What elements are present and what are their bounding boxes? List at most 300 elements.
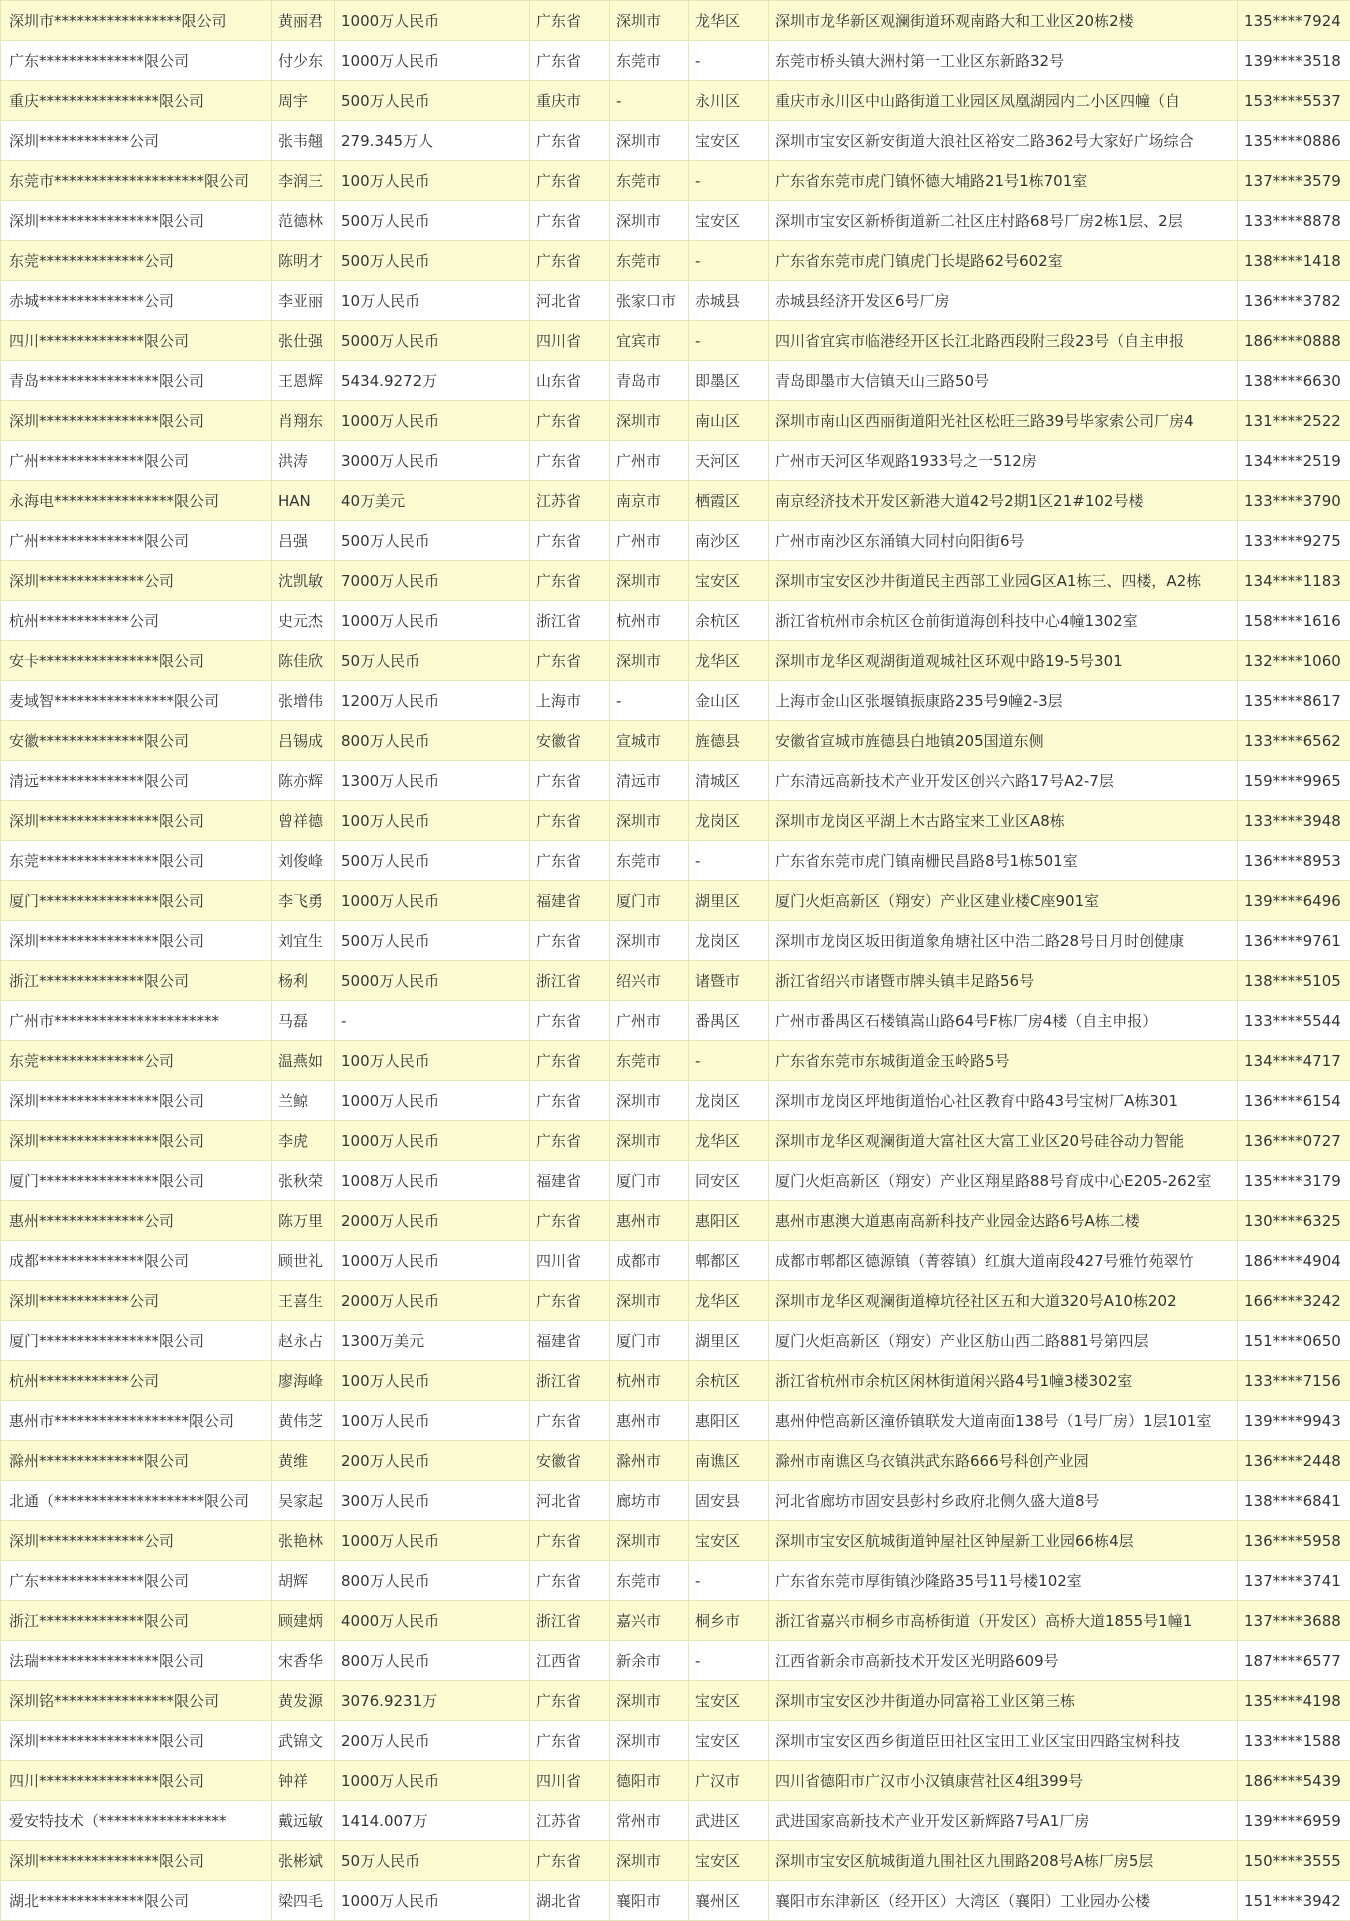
legal-representative-cell: 兰鲸 — [272, 1081, 335, 1121]
table-row — [1, 1241, 1350, 1281]
registered-capital-cell: 1000万人民币 — [335, 1241, 530, 1281]
company-name-cell: 重庆****************限公司 — [1, 81, 272, 121]
registered-capital-cell: 5434.9272万 — [335, 361, 530, 401]
registered-capital-cell: 500万人民币 — [335, 241, 530, 281]
company-name-cell: 厦门****************限公司 — [1, 1161, 272, 1201]
district-cell: 龙岗区 — [689, 921, 769, 961]
legal-representative-cell: 陈佳欣 — [272, 641, 335, 681]
company-name-cell: 浙江**************限公司 — [1, 1601, 272, 1641]
company-name-cell: 广州市********************** — [1, 1001, 272, 1041]
district-cell: - — [689, 841, 769, 881]
province-cell: 上海市 — [530, 681, 610, 721]
table-row — [1, 161, 1350, 201]
city-cell: 厦门市 — [610, 1161, 689, 1201]
registered-capital-cell: 2000万人民币 — [335, 1201, 530, 1241]
company-name-cell: 深圳****************限公司 — [1, 401, 272, 441]
table-row — [1, 1401, 1350, 1441]
legal-representative-cell: 陈亦辉 — [272, 761, 335, 801]
phone-cell: 133****6562 — [1238, 721, 1350, 761]
province-cell: 江西省 — [530, 1641, 610, 1681]
phone-cell: 136****3782 — [1238, 281, 1350, 321]
table-row — [1, 761, 1350, 801]
address-cell: 广东省东莞市东城街道金玉岭路5号 — [769, 1041, 1238, 1081]
district-cell: 广汉市 — [689, 1761, 769, 1801]
city-cell: 滁州市 — [610, 1441, 689, 1481]
table-row — [1, 1561, 1350, 1601]
city-cell: 杭州市 — [610, 601, 689, 641]
city-cell: 杭州市 — [610, 1361, 689, 1401]
legal-representative-cell: 陈万里 — [272, 1201, 335, 1241]
address-cell: 广州市番禺区石楼镇嵩山路64号F栋厂房4楼（自主申报） — [769, 1001, 1238, 1041]
address-cell: 赤城县经济开发区6号厂房 — [769, 281, 1238, 321]
phone-cell: 133****5544 — [1238, 1001, 1350, 1041]
legal-representative-cell: 戴远敏 — [272, 1801, 335, 1841]
legal-representative-cell: 史元杰 — [272, 601, 335, 641]
district-cell: 同安区 — [689, 1161, 769, 1201]
phone-cell: 133****8878 — [1238, 201, 1350, 241]
registered-capital-cell: 3076.9231万 — [335, 1681, 530, 1721]
province-cell: 浙江省 — [530, 961, 610, 1001]
table-row — [1, 601, 1350, 641]
table-row — [1, 361, 1350, 401]
registered-capital-cell: 50万人民币 — [335, 1841, 530, 1881]
district-cell: 诸暨市 — [689, 961, 769, 1001]
company-name-cell: 麦域智****************限公司 — [1, 681, 272, 721]
table-row — [1, 1041, 1350, 1081]
province-cell: 江苏省 — [530, 1801, 610, 1841]
province-cell: 广东省 — [530, 1001, 610, 1041]
table-row — [1, 241, 1350, 281]
table-row — [1, 561, 1350, 601]
table-row — [1, 1001, 1350, 1041]
company-name-cell: 广州**************限公司 — [1, 441, 272, 481]
address-cell: 浙江省嘉兴市桐乡市高桥街道（开发区）高桥大道1855号1幢1 — [769, 1601, 1238, 1641]
city-cell: 常州市 — [610, 1801, 689, 1841]
legal-representative-cell: 黄伟芝 — [272, 1401, 335, 1441]
province-cell: 湖北省 — [530, 1881, 610, 1921]
phone-cell: 139****3518 — [1238, 41, 1350, 81]
province-cell: 重庆市 — [530, 81, 610, 121]
province-cell: 广东省 — [530, 1681, 610, 1721]
province-cell: 安徽省 — [530, 1441, 610, 1481]
province-cell: 福建省 — [530, 1321, 610, 1361]
phone-cell: 137****3579 — [1238, 161, 1350, 201]
city-cell: 东莞市 — [610, 1561, 689, 1601]
district-cell: 天河区 — [689, 441, 769, 481]
phone-cell: 133****7156 — [1238, 1361, 1350, 1401]
phone-cell: 134****1183 — [1238, 561, 1350, 601]
city-cell: 厦门市 — [610, 1321, 689, 1361]
province-cell: 浙江省 — [530, 1361, 610, 1401]
company-name-cell: 深圳************公司 — [1, 121, 272, 161]
district-cell: 惠阳区 — [689, 1401, 769, 1441]
district-cell: 永川区 — [689, 81, 769, 121]
district-cell: 龙华区 — [689, 1281, 769, 1321]
address-cell: 深圳市龙华区观澜街道樟坑径社区五和大道320号A10栋202 — [769, 1281, 1238, 1321]
district-cell: 宝安区 — [689, 1521, 769, 1561]
registered-capital-cell: 1414.007万 — [335, 1801, 530, 1841]
table-row — [1, 801, 1350, 841]
city-cell: 南京市 — [610, 481, 689, 521]
registered-capital-cell: 1300万美元 — [335, 1321, 530, 1361]
province-cell: 广东省 — [530, 1041, 610, 1081]
legal-representative-cell: 张仕强 — [272, 321, 335, 361]
legal-representative-cell: 胡辉 — [272, 1561, 335, 1601]
registered-capital-cell: 2000万人民币 — [335, 1281, 530, 1321]
address-cell: 河北省廊坊市固安县彭村乡政府北侧久盛大道8号 — [769, 1481, 1238, 1521]
phone-cell: 153****5537 — [1238, 81, 1350, 121]
city-cell: 广州市 — [610, 1001, 689, 1041]
registered-capital-cell: 7000万人民币 — [335, 561, 530, 601]
legal-representative-cell: 张韦翹 — [272, 121, 335, 161]
table-row — [1, 1361, 1350, 1401]
registered-capital-cell: 1000万人民币 — [335, 1, 530, 41]
province-cell: 广东省 — [530, 441, 610, 481]
city-cell: 深圳市 — [610, 801, 689, 841]
legal-representative-cell: 宋香华 — [272, 1641, 335, 1681]
city-cell: 襄阳市 — [610, 1881, 689, 1921]
address-cell: 广东清远高新技术产业开发区创兴六路17号A2-7层 — [769, 761, 1238, 801]
company-name-cell: 东莞**************公司 — [1, 241, 272, 281]
company-name-cell: 成都**************限公司 — [1, 1241, 272, 1281]
address-cell: 青岛即墨市大信镇天山三路50号 — [769, 361, 1238, 401]
district-cell: - — [689, 41, 769, 81]
company-name-cell: 安卡****************限公司 — [1, 641, 272, 681]
district-cell: 固安县 — [689, 1481, 769, 1521]
registered-capital-cell: 5000万人民币 — [335, 321, 530, 361]
city-cell: 深圳市 — [610, 1721, 689, 1761]
city-cell: 宣城市 — [610, 721, 689, 761]
address-cell: 广东省东莞市厚街镇沙隆路35号11号楼102室 — [769, 1561, 1238, 1601]
city-cell: 宜宾市 — [610, 321, 689, 361]
legal-representative-cell: 吕强 — [272, 521, 335, 561]
registered-capital-cell: 279.345万人 — [335, 121, 530, 161]
table-row — [1, 1121, 1350, 1161]
district-cell: 襄州区 — [689, 1881, 769, 1921]
phone-cell: 138****6630 — [1238, 361, 1350, 401]
district-cell: - — [689, 1641, 769, 1681]
registered-capital-cell: 1000万人民币 — [335, 1121, 530, 1161]
phone-cell: 135****0886 — [1238, 121, 1350, 161]
table-row — [1, 121, 1350, 161]
district-cell: 即墨区 — [689, 361, 769, 401]
registered-capital-cell: 800万人民币 — [335, 721, 530, 761]
district-cell: 余杭区 — [689, 601, 769, 641]
registered-capital-cell: 300万人民币 — [335, 1481, 530, 1521]
district-cell: 金山区 — [689, 681, 769, 721]
province-cell: 江苏省 — [530, 481, 610, 521]
city-cell: 厦门市 — [610, 881, 689, 921]
city-cell: 深圳市 — [610, 1, 689, 41]
province-cell: 福建省 — [530, 1161, 610, 1201]
address-cell: 滁州市南谯区乌衣镇洪武东路666号科创产业园 — [769, 1441, 1238, 1481]
table-row — [1, 841, 1350, 881]
table-row — [1, 321, 1350, 361]
registered-capital-cell: 1000万人民币 — [335, 1081, 530, 1121]
company-name-cell: 深圳****************限公司 — [1, 921, 272, 961]
phone-cell: 136****8953 — [1238, 841, 1350, 881]
phone-cell: 131****2522 — [1238, 401, 1350, 441]
table-row — [1, 721, 1350, 761]
city-cell: 广州市 — [610, 441, 689, 481]
district-cell: 湖里区 — [689, 1321, 769, 1361]
city-cell: 深圳市 — [610, 1281, 689, 1321]
province-cell: 浙江省 — [530, 601, 610, 641]
legal-representative-cell: 范德林 — [272, 201, 335, 241]
address-cell: 深圳市龙岗区坪地街道怡心社区教育中路43号宝树厂A栋301 — [769, 1081, 1238, 1121]
province-cell: 福建省 — [530, 881, 610, 921]
phone-cell: 136****9761 — [1238, 921, 1350, 961]
province-cell: 广东省 — [530, 41, 610, 81]
company-name-cell: 法瑞****************限公司 — [1, 1641, 272, 1681]
registered-capital-cell: 100万人民币 — [335, 1401, 530, 1441]
district-cell: 南山区 — [689, 401, 769, 441]
table-row — [1, 681, 1350, 721]
legal-representative-cell: 李飞勇 — [272, 881, 335, 921]
table-row — [1, 1481, 1350, 1521]
province-cell: 广东省 — [530, 201, 610, 241]
table-row — [1, 1, 1350, 41]
province-cell: 安徽省 — [530, 721, 610, 761]
registered-capital-cell: 1000万人民币 — [335, 1881, 530, 1921]
address-cell: 深圳市宝安区沙井街道办同富裕工业区第三栋 — [769, 1681, 1238, 1721]
district-cell: 栖霞区 — [689, 481, 769, 521]
company-name-cell: 惠州**************公司 — [1, 1201, 272, 1241]
registered-capital-cell: 1000万人民币 — [335, 41, 530, 81]
address-cell: 厦门火炬高新区（翔安）产业区建业楼C座901室 — [769, 881, 1238, 921]
company-name-cell: 杭州************公司 — [1, 1361, 272, 1401]
city-cell: 东莞市 — [610, 161, 689, 201]
phone-cell: 133****3948 — [1238, 801, 1350, 841]
company-name-cell: 爱安特技术（***************** — [1, 1801, 272, 1841]
legal-representative-cell: 肖翔东 — [272, 401, 335, 441]
address-cell: 惠州市惠澳大道惠南高新科技产业园金达路6号A栋二楼 — [769, 1201, 1238, 1241]
city-cell: - — [610, 681, 689, 721]
province-cell: 四川省 — [530, 1761, 610, 1801]
company-name-cell: 四川****************限公司 — [1, 1761, 272, 1801]
address-cell: 广东省东莞市虎门镇虎门长堤路62号602室 — [769, 241, 1238, 281]
registered-capital-cell: 100万人民币 — [335, 801, 530, 841]
legal-representative-cell: 顾世礼 — [272, 1241, 335, 1281]
city-cell: 深圳市 — [610, 201, 689, 241]
city-cell: 嘉兴市 — [610, 1601, 689, 1641]
phone-cell: 138****6841 — [1238, 1481, 1350, 1521]
district-cell: 桐乡市 — [689, 1601, 769, 1641]
legal-representative-cell: HAN — [272, 481, 335, 521]
city-cell: 东莞市 — [610, 41, 689, 81]
province-cell: 广东省 — [530, 1721, 610, 1761]
company-name-cell: 广州**************限公司 — [1, 521, 272, 561]
city-cell: 新余市 — [610, 1641, 689, 1681]
phone-cell: 134****4717 — [1238, 1041, 1350, 1081]
legal-representative-cell: 刘宜生 — [272, 921, 335, 961]
company-name-cell: 青岛****************限公司 — [1, 361, 272, 401]
company-name-cell: 清远**************限公司 — [1, 761, 272, 801]
legal-representative-cell: 沈凯敏 — [272, 561, 335, 601]
company-name-cell: 厦门****************限公司 — [1, 1321, 272, 1361]
province-cell: 广东省 — [530, 1081, 610, 1121]
district-cell: 龙华区 — [689, 1121, 769, 1161]
district-cell: 宝安区 — [689, 1681, 769, 1721]
city-cell: 深圳市 — [610, 1521, 689, 1561]
district-cell: 惠阳区 — [689, 1201, 769, 1241]
district-cell: 武进区 — [689, 1801, 769, 1841]
phone-cell: 138****1418 — [1238, 241, 1350, 281]
phone-cell: 186****0888 — [1238, 321, 1350, 361]
city-cell: 深圳市 — [610, 401, 689, 441]
registered-capital-cell: 40万美元 — [335, 481, 530, 521]
phone-cell: 139****9943 — [1238, 1401, 1350, 1441]
province-cell: 四川省 — [530, 321, 610, 361]
district-cell: 番禺区 — [689, 1001, 769, 1041]
district-cell: 宝安区 — [689, 121, 769, 161]
phone-cell: 133****3790 — [1238, 481, 1350, 521]
registered-capital-cell: 5000万人民币 — [335, 961, 530, 1001]
city-cell: 深圳市 — [610, 121, 689, 161]
registered-capital-cell: 500万人民币 — [335, 921, 530, 961]
district-cell: 宝安区 — [689, 1721, 769, 1761]
city-cell: 张家口市 — [610, 281, 689, 321]
table-row — [1, 1841, 1350, 1881]
table-row — [1, 281, 1350, 321]
address-cell: 安徽省宣城市旌德县白地镇205国道东侧 — [769, 721, 1238, 761]
city-cell: 东莞市 — [610, 241, 689, 281]
legal-representative-cell: 梁四毛 — [272, 1881, 335, 1921]
address-cell: 厦门火炬高新区（翔安）产业区翔星路88号育成中心E205-262室 — [769, 1161, 1238, 1201]
registered-capital-cell: 800万人民币 — [335, 1561, 530, 1601]
registered-capital-cell: 500万人民币 — [335, 521, 530, 561]
province-cell: 广东省 — [530, 921, 610, 961]
company-name-cell: 浙江**************限公司 — [1, 961, 272, 1001]
registered-capital-cell: 500万人民币 — [335, 81, 530, 121]
address-cell: 浙江省杭州市余杭区闲林街道闲兴路4号1幢3楼302室 — [769, 1361, 1238, 1401]
company-name-cell: 深圳市*****************限公司 — [1, 1, 272, 41]
district-cell: 清城区 — [689, 761, 769, 801]
phone-cell: 187****6577 — [1238, 1641, 1350, 1681]
table-row — [1, 521, 1350, 561]
city-cell: 深圳市 — [610, 1841, 689, 1881]
company-name-cell: 厦门****************限公司 — [1, 881, 272, 921]
district-cell: - — [689, 321, 769, 361]
city-cell: 深圳市 — [610, 1681, 689, 1721]
address-cell: 武进国家高新技术产业开发区新辉路7号A1厂房 — [769, 1801, 1238, 1841]
address-cell: 深圳市龙华区观湖街道观城社区环观中路19-5号301 — [769, 641, 1238, 681]
address-cell: 南京经济技术开发区新港大道42号2期1区21#102号楼 — [769, 481, 1238, 521]
phone-cell: 151****0650 — [1238, 1321, 1350, 1361]
company-name-cell: 永海电****************限公司 — [1, 481, 272, 521]
district-cell: - — [689, 161, 769, 201]
company-name-cell: 广东**************限公司 — [1, 41, 272, 81]
district-cell: 旌德县 — [689, 721, 769, 761]
phone-cell: 151****3942 — [1238, 1881, 1350, 1921]
registered-capital-cell: 4000万人民币 — [335, 1601, 530, 1641]
province-cell: 广东省 — [530, 1401, 610, 1441]
address-cell: 深圳市宝安区沙井街道民主西部工业园G区A1栋三、四楼，A2栋 — [769, 561, 1238, 601]
city-cell: 东莞市 — [610, 1041, 689, 1081]
district-cell: 宝安区 — [689, 201, 769, 241]
legal-representative-cell: 付少东 — [272, 41, 335, 81]
registered-capital-cell: 800万人民币 — [335, 1641, 530, 1681]
registered-capital-cell: 500万人民币 — [335, 841, 530, 881]
province-cell: 广东省 — [530, 1561, 610, 1601]
table-row — [1, 1161, 1350, 1201]
legal-representative-cell: 钟祥 — [272, 1761, 335, 1801]
phone-cell: 138****5105 — [1238, 961, 1350, 1001]
table-row — [1, 1521, 1350, 1561]
phone-cell: 166****3242 — [1238, 1281, 1350, 1321]
address-cell: 东莞市桥头镇大洲村第一工业区东新路32号 — [769, 41, 1238, 81]
company-name-cell: 深圳**************公司 — [1, 1521, 272, 1561]
province-cell: 广东省 — [530, 121, 610, 161]
address-cell: 上海市金山区张堰镇振康路235号9幢2-3层 — [769, 681, 1238, 721]
district-cell: - — [689, 241, 769, 281]
address-cell: 深圳市宝安区西乡街道臣田社区宝田工业区宝田四路宝树科技 — [769, 1721, 1238, 1761]
company-name-cell: 深圳****************限公司 — [1, 1721, 272, 1761]
address-cell: 深圳市龙岗区平湖上木古路宝来工业区A8栋 — [769, 801, 1238, 841]
registered-capital-cell: 200万人民币 — [335, 1441, 530, 1481]
legal-representative-cell: 吕锡成 — [272, 721, 335, 761]
phone-cell: 136****2448 — [1238, 1441, 1350, 1481]
province-cell: 广东省 — [530, 1201, 610, 1241]
table-row — [1, 401, 1350, 441]
address-cell: 广东省东莞市虎门镇怀德大埔路21号1栋701室 — [769, 161, 1238, 201]
company-name-cell: 滁州**************限公司 — [1, 1441, 272, 1481]
table-row — [1, 1641, 1350, 1681]
company-name-cell: 杭州************公司 — [1, 601, 272, 641]
address-cell: 深圳市宝安区航城街道钟屋社区钟屋新工业园66栋4层 — [769, 1521, 1238, 1561]
company-name-cell: 东莞**************公司 — [1, 1041, 272, 1081]
city-cell: 深圳市 — [610, 641, 689, 681]
table-row — [1, 1761, 1350, 1801]
phone-cell: 133****1588 — [1238, 1721, 1350, 1761]
phone-cell: 137****3741 — [1238, 1561, 1350, 1601]
phone-cell: 135****3179 — [1238, 1161, 1350, 1201]
registered-capital-cell: 3000万人民币 — [335, 441, 530, 481]
phone-cell: 158****1616 — [1238, 601, 1350, 641]
phone-cell: 136****0727 — [1238, 1121, 1350, 1161]
company-name-cell: 赤城**************公司 — [1, 281, 272, 321]
district-cell: 宝安区 — [689, 561, 769, 601]
legal-representative-cell: 黄发源 — [272, 1681, 335, 1721]
address-cell: 深圳市宝安区新桥街道新二社区庄村路68号厂房2栋1层、2层 — [769, 201, 1238, 241]
district-cell: 郫都区 — [689, 1241, 769, 1281]
table-row — [1, 41, 1350, 81]
district-cell: 湖里区 — [689, 881, 769, 921]
phone-cell: 137****3688 — [1238, 1601, 1350, 1641]
table-row — [1, 201, 1350, 241]
district-cell: 龙华区 — [689, 641, 769, 681]
phone-cell: 135****8617 — [1238, 681, 1350, 721]
province-cell: 广东省 — [530, 521, 610, 561]
address-cell: 四川省德阳市广汉市小汉镇康营社区4组399号 — [769, 1761, 1238, 1801]
phone-cell: 136****6154 — [1238, 1081, 1350, 1121]
table-row — [1, 881, 1350, 921]
address-cell: 广东省东莞市虎门镇南栅民昌路8号1栋501室 — [769, 841, 1238, 881]
city-cell: 深圳市 — [610, 561, 689, 601]
province-cell: 广东省 — [530, 241, 610, 281]
province-cell: 四川省 — [530, 1241, 610, 1281]
legal-representative-cell: 黄维 — [272, 1441, 335, 1481]
company-name-cell: 广东**************限公司 — [1, 1561, 272, 1601]
city-cell: 绍兴市 — [610, 961, 689, 1001]
address-cell: 成都市郫都区德源镇（菁蓉镇）红旗大道南段427号雅竹苑翠竹 — [769, 1241, 1238, 1281]
district-cell: 龙岗区 — [689, 1081, 769, 1121]
company-name-cell: 深圳****************限公司 — [1, 201, 272, 241]
province-cell: 广东省 — [530, 1121, 610, 1161]
registered-capital-cell: 1000万人民币 — [335, 1521, 530, 1561]
legal-representative-cell: 张秋荣 — [272, 1161, 335, 1201]
company-name-cell: 北通（********************限公司 — [1, 1481, 272, 1521]
